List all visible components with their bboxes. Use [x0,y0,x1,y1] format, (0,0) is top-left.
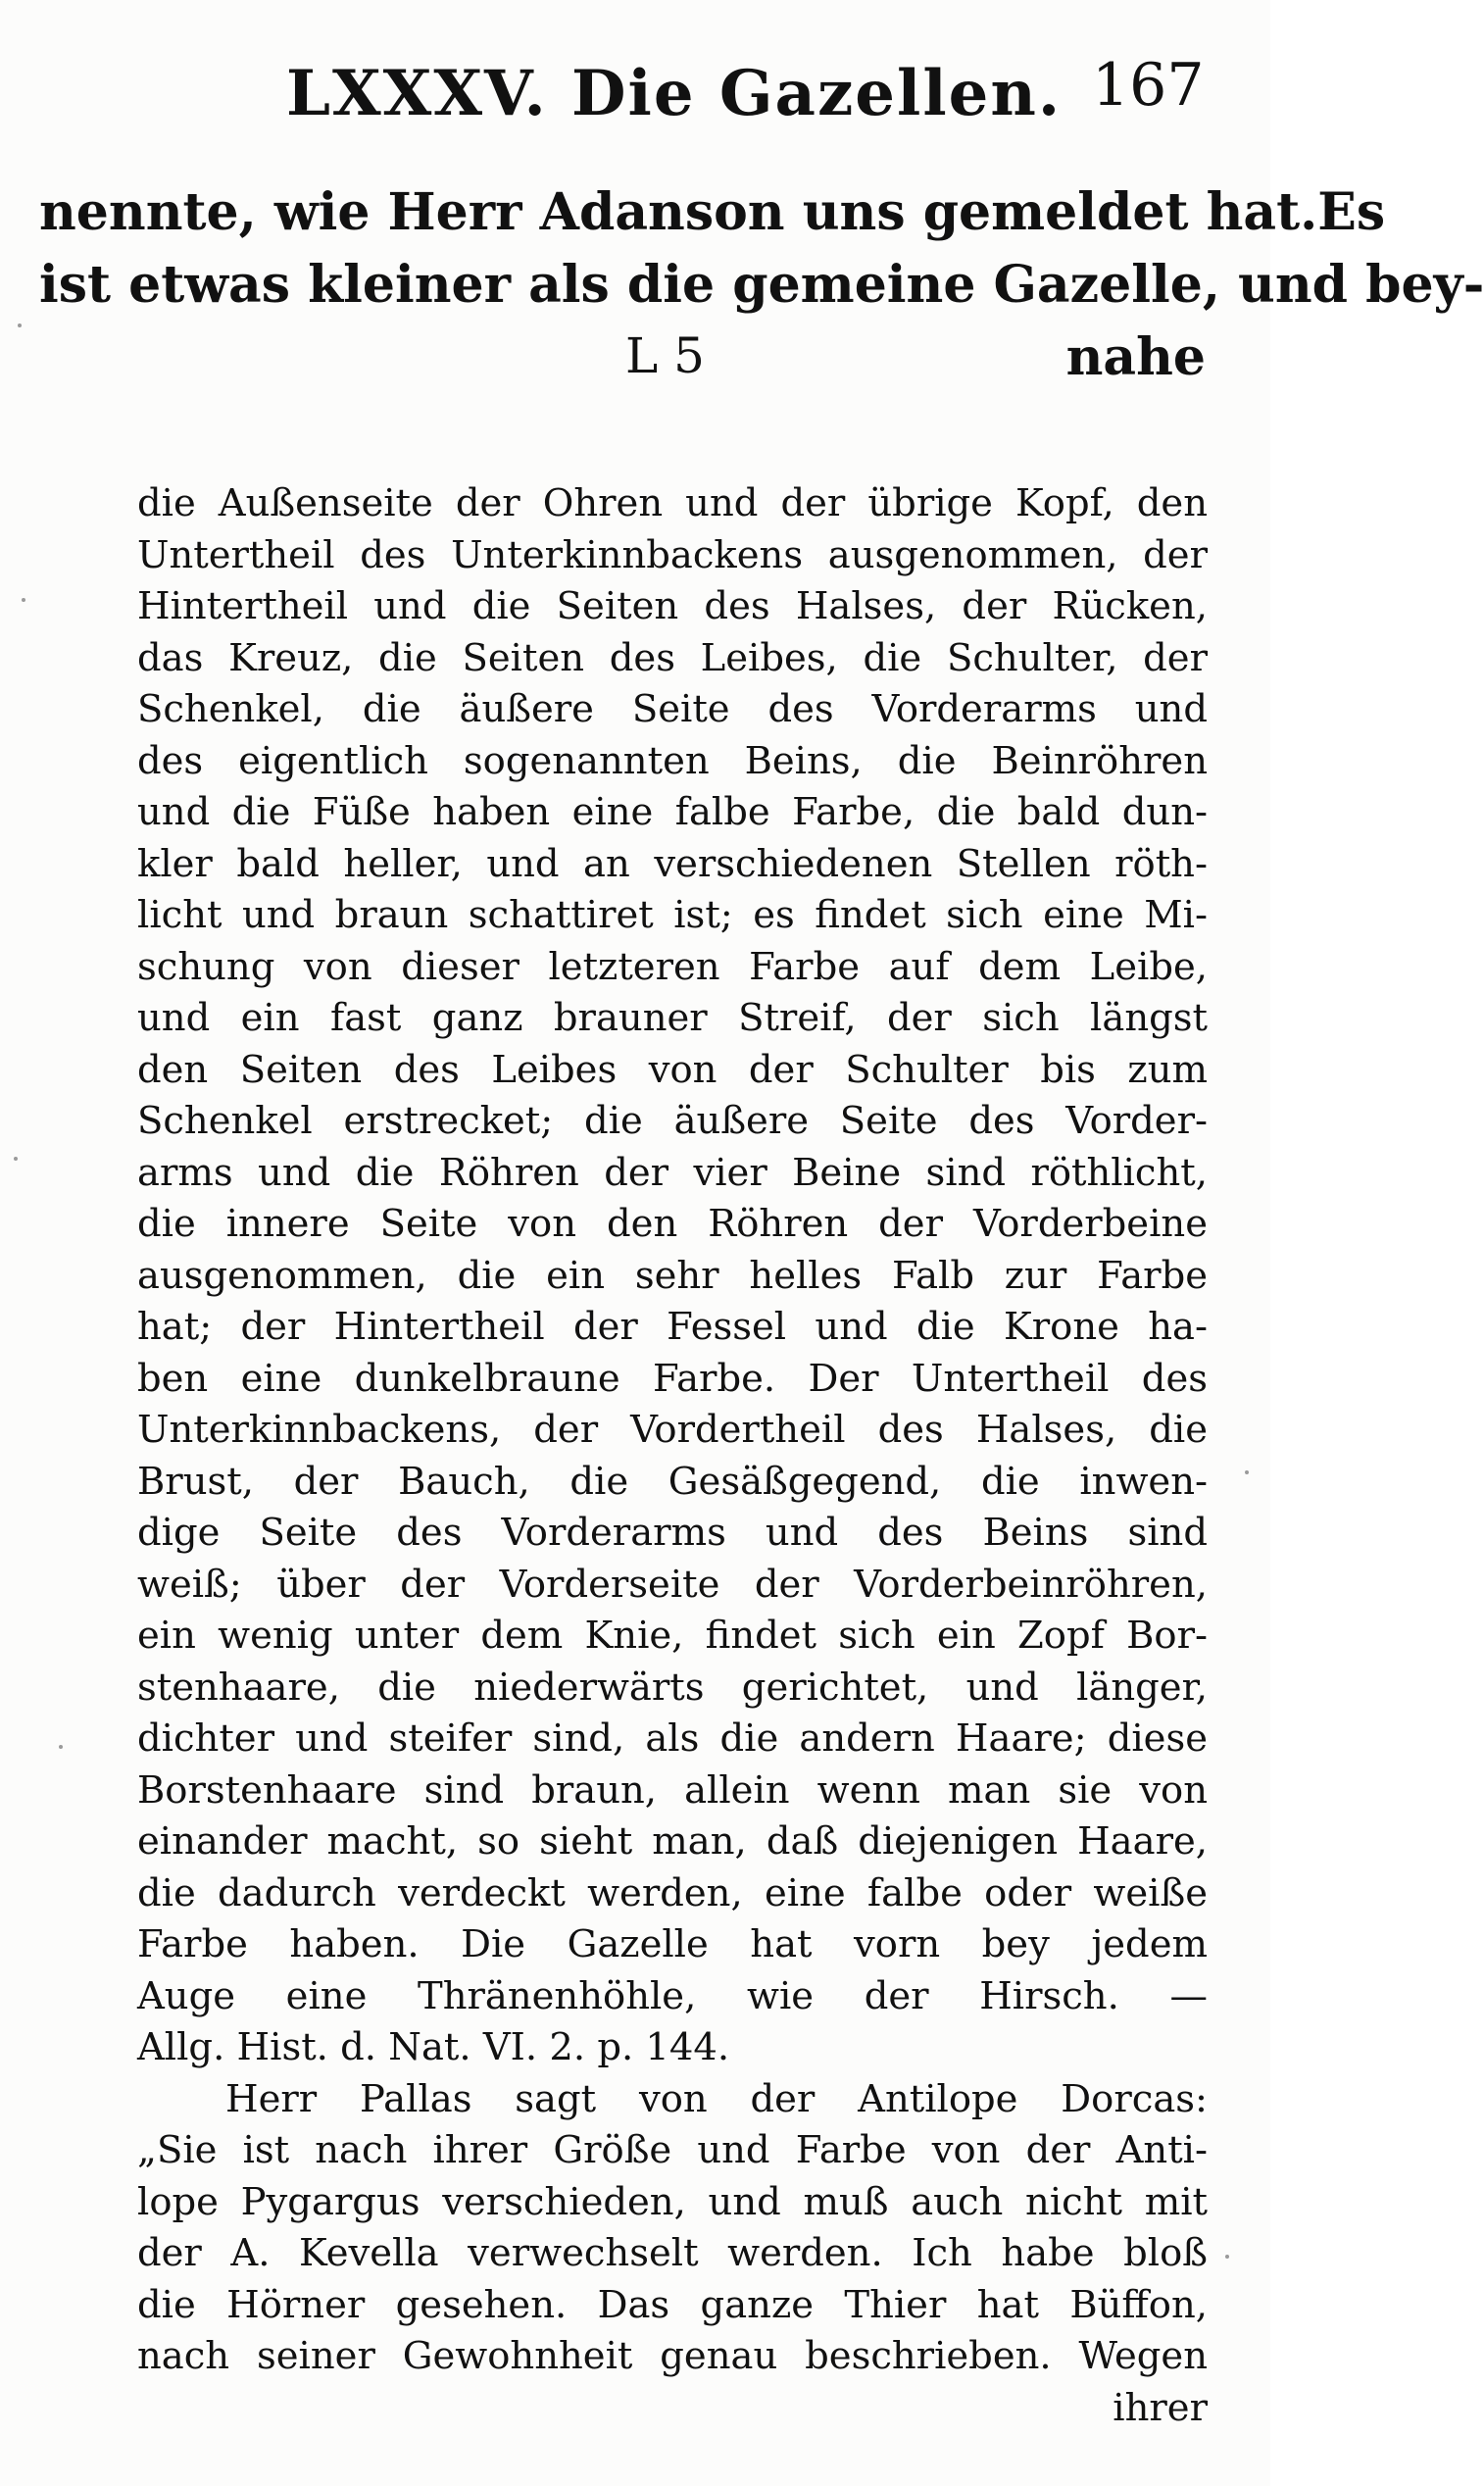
footnote-line: dige Seite des Vorderarms und des Beins sind [137,1511,1208,1555]
page-number: 167 [1092,51,1205,120]
footnote-line: weiß; über der Vorderseite der Vorderbeinröhren, [137,1562,1208,1607]
footnote-line: Untertheil des Unterkinnbackens ausgenommen, der [137,532,1208,577]
footnote-line: einander macht, so sieht man, daß diejenigen Haare, [137,1819,1208,1864]
footnote-line: Farbe haben. Die Gazelle hat vorn bey jedem [137,1922,1208,1966]
footnote-line: arms und die Röhren der vier Beine sind röthlicht, [137,1150,1208,1195]
text-line [39,255,1484,327]
footnote-line: den Seiten des Leibes von der Schulter bis zum [137,1047,1208,1092]
scan-speck [1225,2255,1229,2259]
footnote-line: schung von dieser letzteren Farbe auf dem Leibe, [137,944,1208,989]
footnote-line: des eigentlich sogenannten Beins, die Beinröhren [137,738,1208,783]
footnote-line: Auge eine Thränenhöhle, wie der Hirsch. — [137,1973,1208,2018]
text-line-content: ist etwas kleiner als die gemeine Gazelle, und bey- [39,255,1484,315]
footnote-line: die dadurch verdeckt werden, eine falbe oder weiße [137,1870,1208,1915]
footnote-line: Unterkinnbackens, der Vordertheil des Halses, die [137,1408,1208,1452]
scan-speck [22,598,25,602]
footnote-line: Hintertheil und die Seiten des Halses, der Rücken, [137,584,1208,628]
footnote-line: nach seiner Gewohnheit genau beschrieben. Wegen [137,2334,1208,2378]
footnote-catchword: ihrer [1113,2385,1208,2430]
footnote-line: „Sie ist nach ihrer Größe und Farbe von der Anti- [137,2128,1208,2172]
catchword: nahe [1065,327,1206,387]
text-line-end: Es [1317,182,1386,242]
footnote-line: der A. Kevella verwechselt werden. Ich habe bloß [137,2231,1208,2275]
footnote-line: ausgenommen, die ein sehr helles Falb zur Farbe [137,1253,1208,1298]
text-line-content: nennte, wie Herr Adanson uns gemeldet hat. [39,182,1318,242]
chapter-title: LXXXV. Die Gazellen. [286,57,1063,130]
scan-speck [59,1745,63,1749]
scan-speck [18,323,22,327]
footnote-line: ein wenig unter dem Knie, findet sich ein Zopf Bor- [137,1614,1208,1658]
footnote-line: kler bald heller, und an verschiedenen Stellen röth- [137,841,1208,886]
footnote-line: Brust, der Bauch, die Gesäßgegend, die inwen- [137,1459,1208,1504]
footnote-line: Borstenhaare sind braun, allein wenn man sie von [137,1767,1208,1813]
footnote-line: und ein fast ganz brauner Streif, der sich längst [137,996,1208,1040]
signature-line [39,327,1206,400]
footnote-line: die innere Seite von den Röhren der Vorderbeine [137,1202,1208,1246]
footnote-line: Schenkel erstrecket; die äußere Seite des Vorder- [137,1099,1208,1143]
scan-speck [1245,1470,1249,1474]
scan-speck [14,1157,18,1161]
main-text-block [39,182,1484,400]
footnote-line: hat; der Hintertheil der Fessel und die Krone ha- [137,1305,1208,1349]
signature-mark: L 5 [625,327,705,384]
text-line [39,182,1386,255]
footnote-line: ben eine dunkelbraune Farbe. Der Untertheil des [137,1356,1208,1401]
footnote-line: dichter und steifer sind, als die andern Haare; diese [137,1716,1208,1761]
footnote-line: die Außenseite der Ohren und der übrige Kopf, den [137,481,1208,525]
footnote-line: lope Pygargus verschieden, und muß auch nicht mit [137,2179,1208,2224]
citation-line: Allg. Hist. d. Nat. VI. 2. p. 144. [137,2025,730,2069]
footnote-line: Herr Pallas sagt von der Antilope Dorcas: [225,2076,1208,2121]
footnote-block [137,478,1208,2434]
running-header [0,51,1270,139]
footnote-line: die Hörner gesehen. Das ganze Thier hat Büffon, [137,2282,1208,2327]
footnote-line: das Kreuz, die Seiten des Leibes, die Schulter, der [137,635,1208,680]
footnote-line: licht und braun schattiret ist; es findet sich eine Mi- [137,893,1208,937]
footnote-line: Schenkel, die äußere Seite des Vorderarms und [137,687,1208,731]
footnote-line: und die Füße haben eine falbe Farbe, die bald dun- [137,790,1208,834]
footnote-line: stenhaare, die niederwärts gerichtet, und länger, [137,1665,1208,1710]
